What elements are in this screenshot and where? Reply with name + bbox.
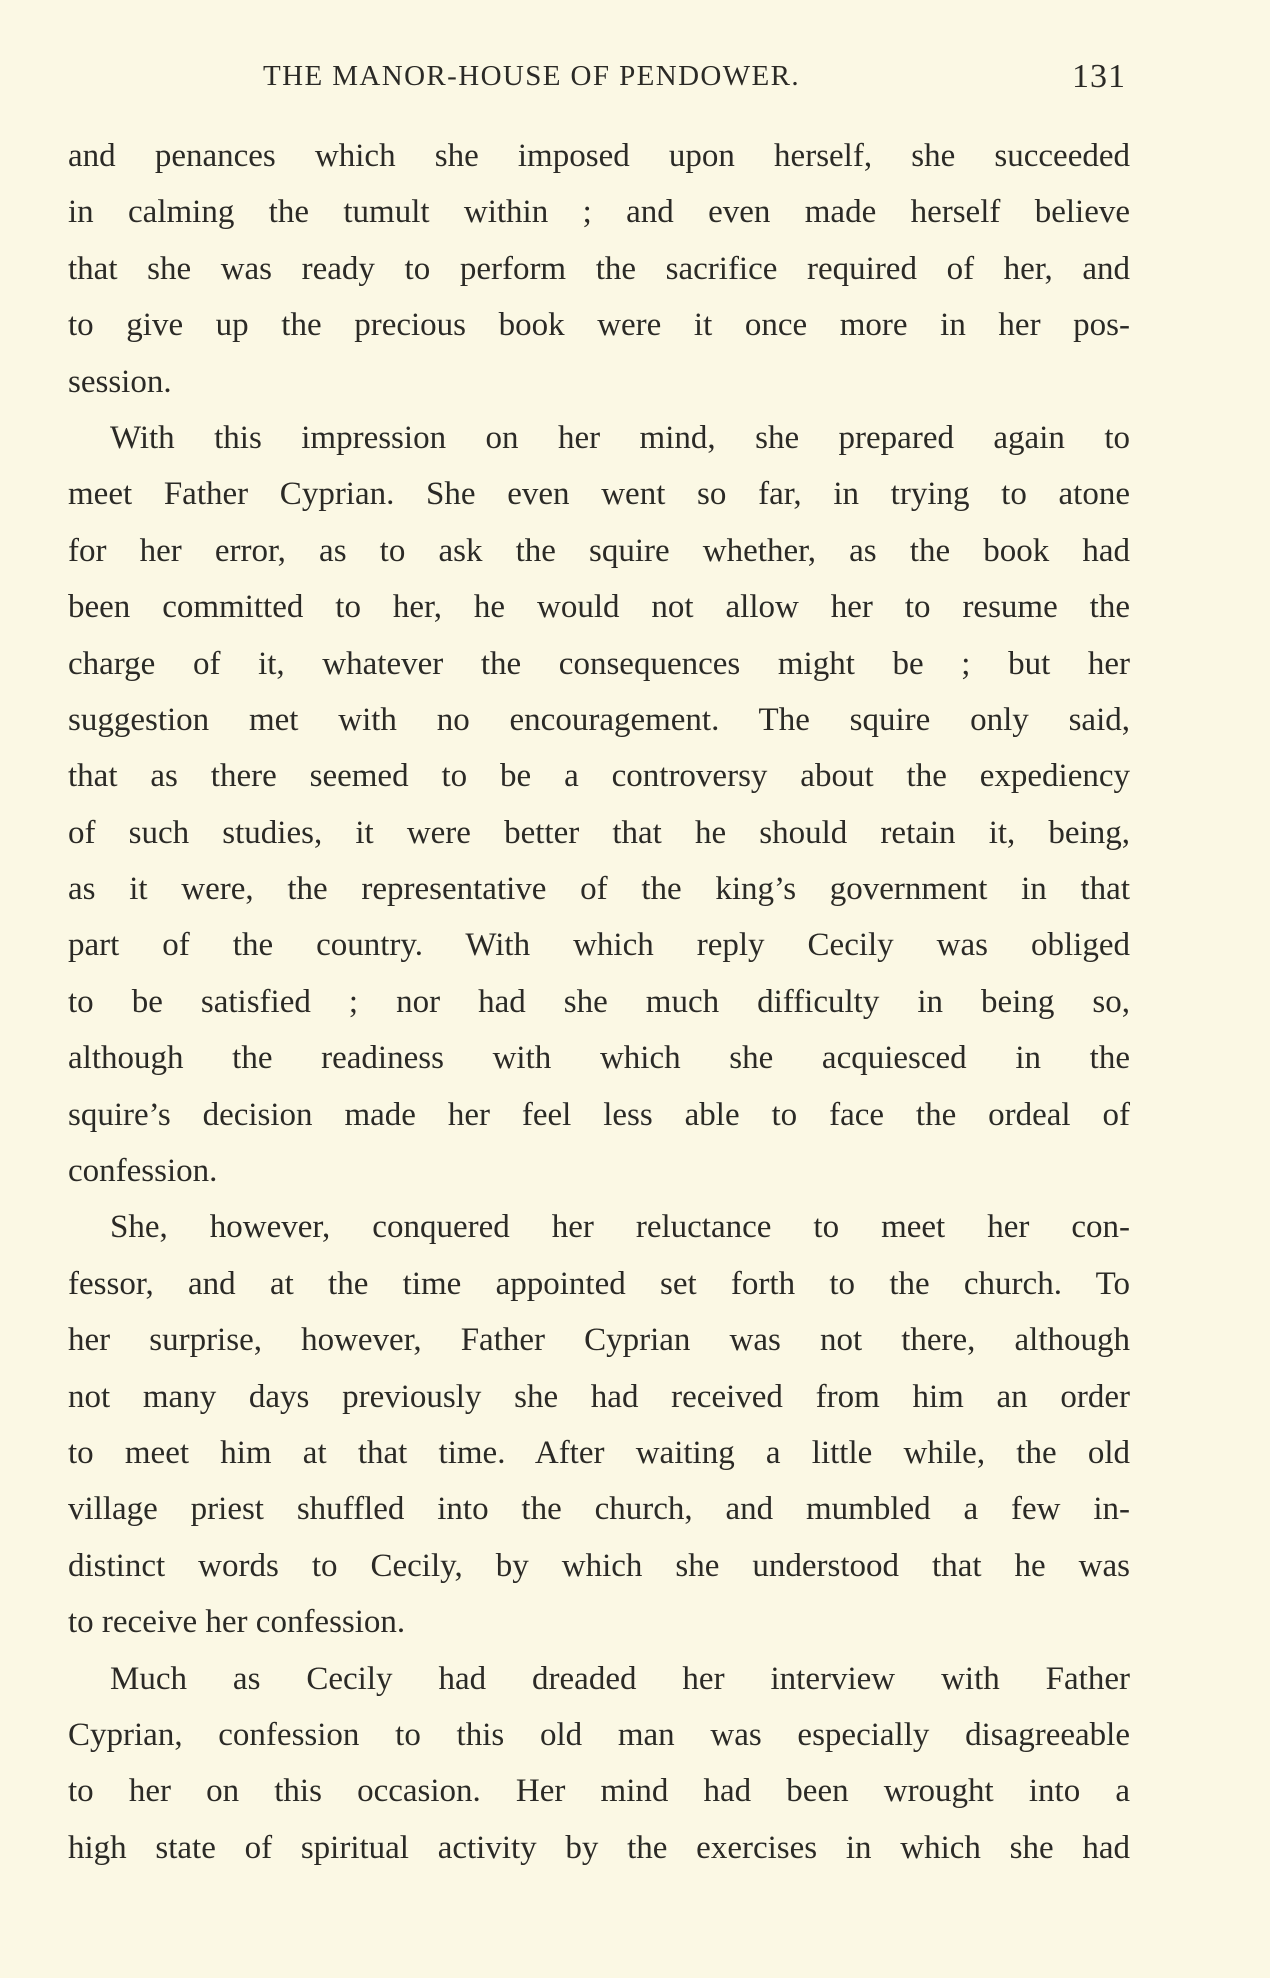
text-line: distinct words to Cecily, by which she understood that he was xyxy=(68,1547,1130,1584)
body-text xyxy=(68,128,1130,1876)
text-line: village priest shuffled into the church, and mumbled a few in- xyxy=(68,1491,1130,1528)
text-line: to be satisfied ; nor had she much difficulty in being so, xyxy=(68,983,1130,1020)
text-line: to her on this occasion. Her mind had been wrought into a xyxy=(68,1773,1130,1810)
running-head xyxy=(68,60,1130,100)
text-line: to meet him at that time. After waiting a little while, the old xyxy=(68,1434,1130,1471)
text-line: that she was ready to perform the sacrifice required of her, and xyxy=(68,250,1130,287)
text-line: confession. xyxy=(68,1153,218,1190)
text-line: to receive her confession. xyxy=(68,1604,406,1641)
text-line: her surprise, however, Father Cyprian was not there, although xyxy=(68,1322,1130,1359)
text-line: suggestion met with no encouragement. The squire only said, xyxy=(68,701,1130,738)
text-line: of such studies, it were better that he should retain it, being, xyxy=(68,814,1130,851)
page-number: 131 xyxy=(1072,58,1126,95)
text-line: She, however, conquered her reluctance to meet her con- xyxy=(110,1209,1130,1246)
text-line: not many days previously she had received from him an order xyxy=(68,1378,1130,1415)
text-line: part of the country. With which reply Cecily was obliged xyxy=(68,927,1130,964)
text-line: to give up the precious book were it once more in her pos- xyxy=(68,307,1130,344)
text-line: and penances which she imposed upon herself, she succeeded xyxy=(68,138,1130,174)
text-line: as it were, the representative of the king’s government in that xyxy=(68,871,1130,908)
running-title: THE MANOR-HOUSE OF PENDOWER. xyxy=(263,60,801,92)
text-line: that as there seemed to be a controversy about the expediency xyxy=(68,758,1130,795)
text-line: for her error, as to ask the squire whether, as the book had xyxy=(68,532,1130,569)
text-line: meet Father Cyprian. She even went so far, in trying to atone xyxy=(68,476,1130,513)
text-line: been committed to her, he would not allow her to resume the xyxy=(68,589,1130,626)
text-line: high state of spiritual activity by the exercises in which she had xyxy=(68,1829,1130,1866)
text-line: charge of it, whatever the consequences might be ; but her xyxy=(68,645,1130,682)
text-line: With this impression on her mind, she prepared again to xyxy=(110,419,1130,456)
text-line: Cyprian, confession to this old man was especially disagreeable xyxy=(68,1716,1130,1753)
text-line: although the readiness with which she acquiesced in the xyxy=(68,1040,1130,1077)
text-line: squire’s decision made her feel less able to face the ordeal of xyxy=(68,1096,1130,1133)
text-line: in calming the tumult within ; and even made herself believe xyxy=(68,194,1130,231)
text-line: Much as Cecily had dreaded her interview with Father xyxy=(110,1660,1130,1697)
text-line: fessor, and at the time appointed set forth to the church. To xyxy=(68,1265,1130,1302)
text-line: session. xyxy=(68,363,172,400)
